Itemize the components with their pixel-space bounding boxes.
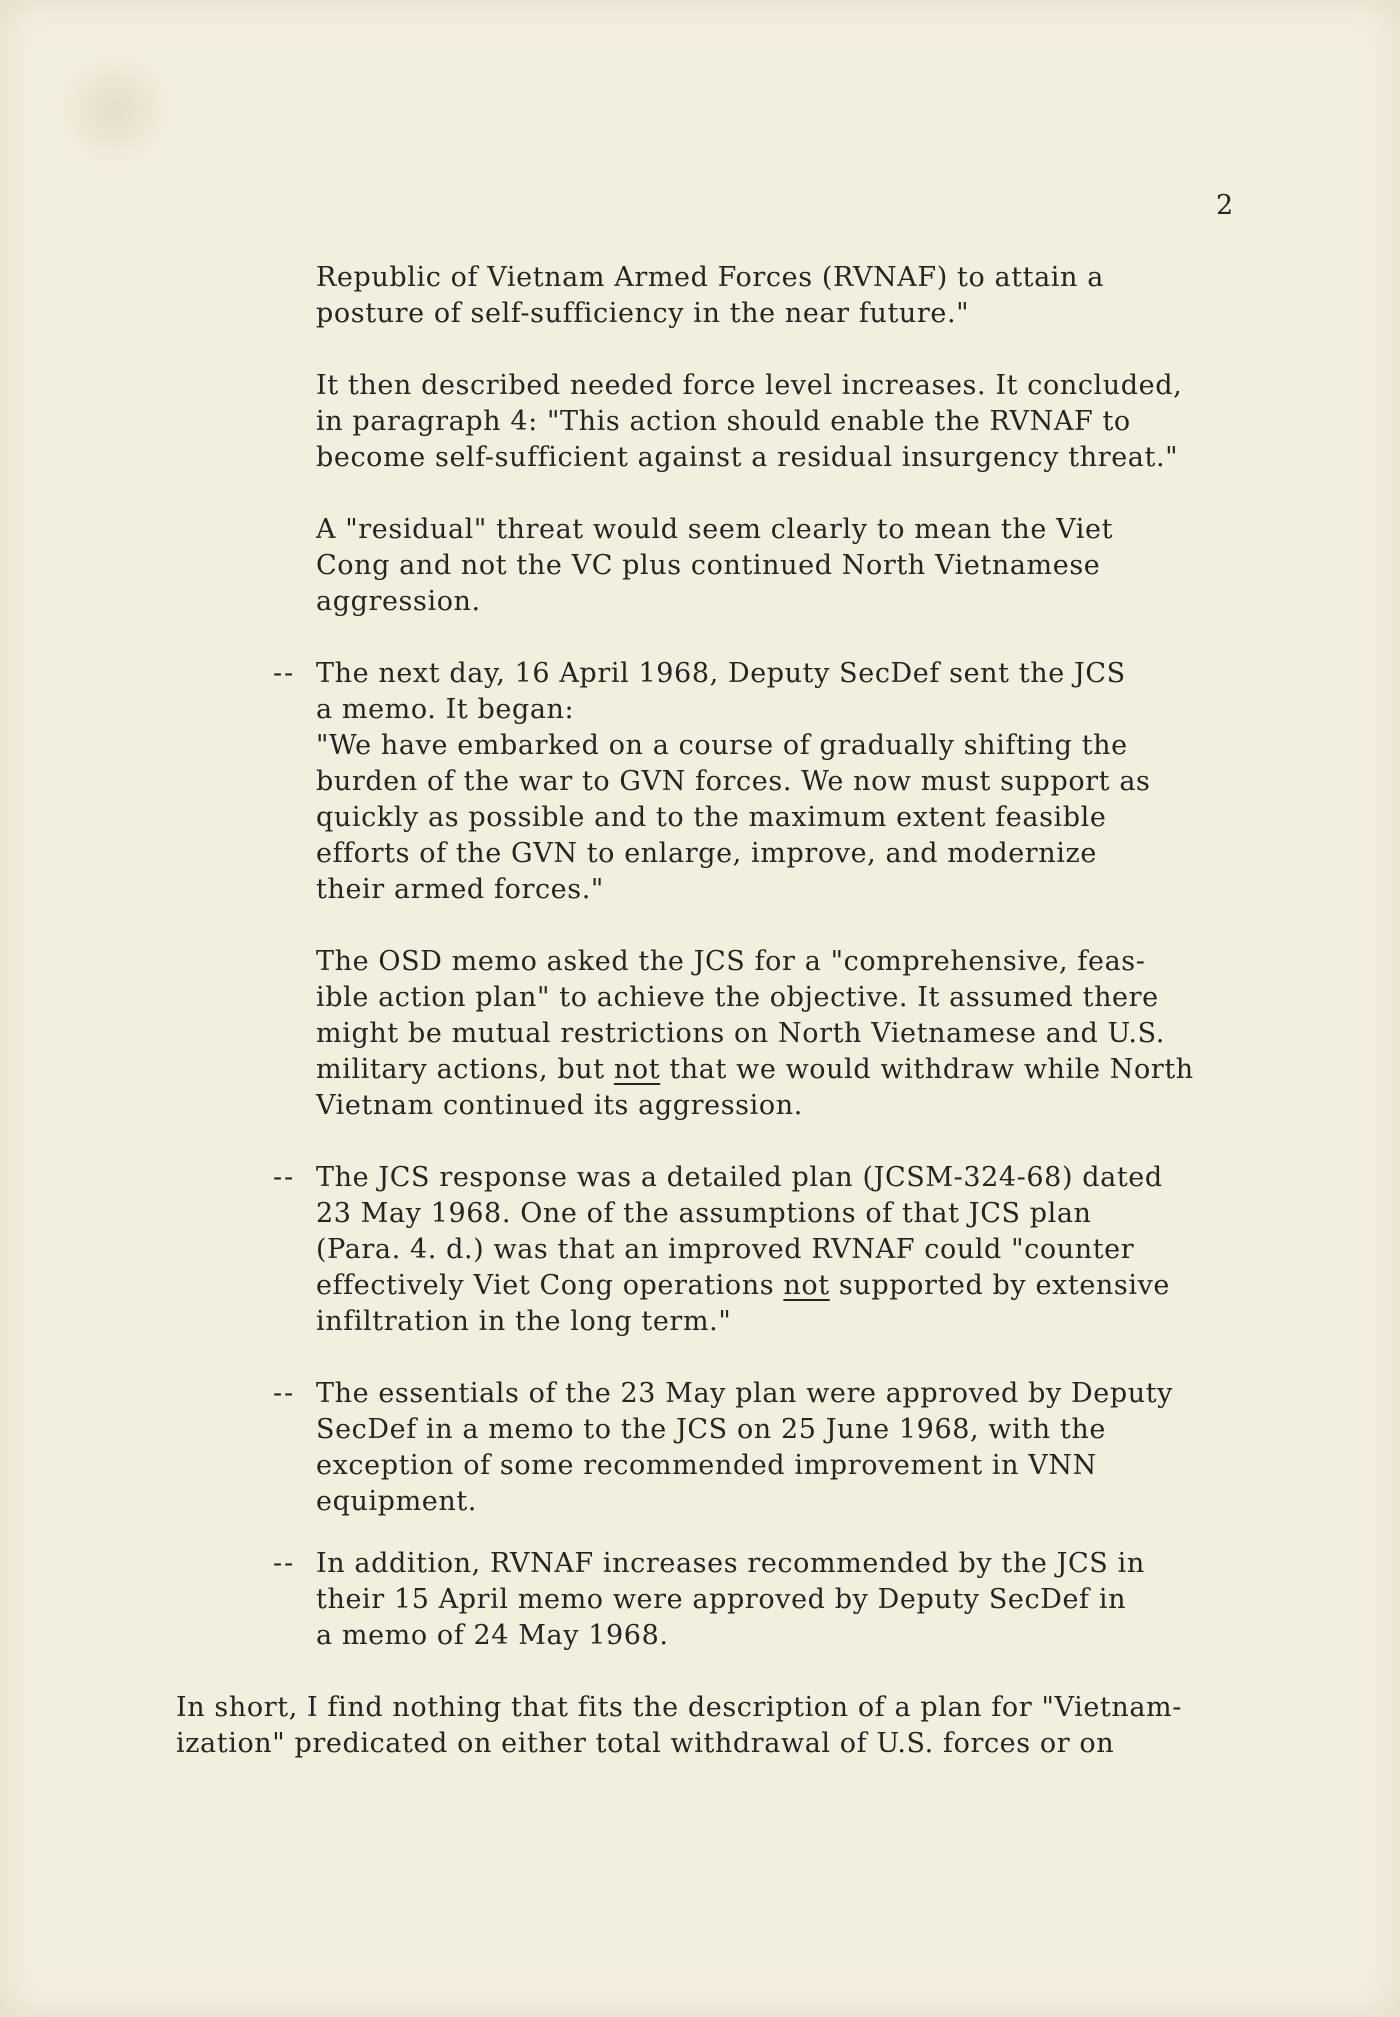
text-run: that we would withdraw while North [660, 1054, 1194, 1085]
bullet-line: The JCS response was a detailed plan (JCSM-324-68) dated [316, 1162, 1163, 1193]
text-run: military actions, but [316, 1054, 614, 1085]
text-run: supported by extensive [829, 1270, 1171, 1301]
paragraph-line: Cong and not the VC plus continued North Vietnamese [316, 550, 1101, 581]
bullet-dash: -- [273, 1162, 296, 1193]
quote-line: "We have embarked on a course of gradually shifting the [316, 730, 1128, 761]
paragraph-line: become self-sufficient against a residual insurgency threat." [316, 442, 1179, 473]
paragraph-line: ization" predicated on either total withdrawal of U.S. forces or on [176, 1728, 1115, 1759]
page-number: 2 [1216, 190, 1234, 221]
paragraph-line: might be mutual restrictions on North Vietnamese and U.S. [316, 1018, 1165, 1049]
underlined-word: not [613, 1054, 661, 1085]
bullet-line: (Para. 4. d.) was that an improved RVNAF could "counter [316, 1234, 1135, 1265]
bullet-line: infiltration in the long term." [316, 1306, 732, 1337]
quote-line: their armed forces." [316, 874, 604, 905]
paragraph-line: ible action plan" to achieve the objective. It assumed there [316, 982, 1159, 1013]
paragraph-line: A "residual" threat would seem clearly to mean the Viet [316, 514, 1114, 545]
bullet-line: equipment. [316, 1486, 477, 1517]
paragraph-line: posture of self-sufficiency in the near future." [316, 298, 970, 329]
bullet-dash: -- [273, 1378, 296, 1409]
bullet-dash: -- [273, 1548, 296, 1579]
quote-line: efforts of the GVN to enlarge, improve, and modernize [316, 838, 1097, 869]
paragraph-line: aggression. [316, 586, 481, 617]
paragraph-line: In short, I find nothing that fits the description of a plan for "Vietnam- [176, 1692, 1182, 1723]
bullet-line: their 15 April memo were approved by Deputy SecDef in [316, 1584, 1127, 1615]
bullet-line: a memo. It began: [316, 694, 575, 725]
bullet-dash: -- [273, 658, 296, 689]
bullet-line: exception of some recommended improvement in VNN [316, 1450, 1097, 1481]
paragraph-line: in paragraph 4: "This action should enable the RVNAF to [316, 406, 1131, 437]
bullet-line [316, 1268, 1170, 1304]
bullet-line: SecDef in a memo to the JCS on 25 June 1968, with the [316, 1414, 1106, 1445]
bullet-line: In addition, RVNAF increases recommended by the JCS in [316, 1548, 1145, 1579]
paragraph-line [316, 1052, 1194, 1088]
quote-line: quickly as possible and to the maximum extent feasible [316, 802, 1107, 833]
bullet-line: 23 May 1968. One of the assumptions of that JCS plan [316, 1198, 1092, 1229]
underlined-word: not [783, 1270, 830, 1301]
bullet-line: The essentials of the 23 May plan were approved by Deputy [316, 1378, 1174, 1409]
paragraph-line: Republic of Vietnam Armed Forces (RVNAF) to attain a [316, 262, 1104, 293]
bullet-line: The next day, 16 April 1968, Deputy SecDef sent the JCS [316, 658, 1126, 689]
text-run: effectively Viet Cong operations [316, 1270, 784, 1301]
paragraph-line: Vietnam continued its aggression. [316, 1090, 803, 1121]
paragraph-line: The OSD memo asked the JCS for a "comprehensive, feas- [316, 946, 1146, 977]
bullet-line: a memo of 24 May 1968. [316, 1620, 669, 1651]
paragraph-line: It then described needed force level increases. It concluded, [316, 370, 1183, 401]
quote-line: burden of the war to GVN forces. We now must support as [316, 766, 1151, 797]
paper-smudge [55, 50, 175, 170]
